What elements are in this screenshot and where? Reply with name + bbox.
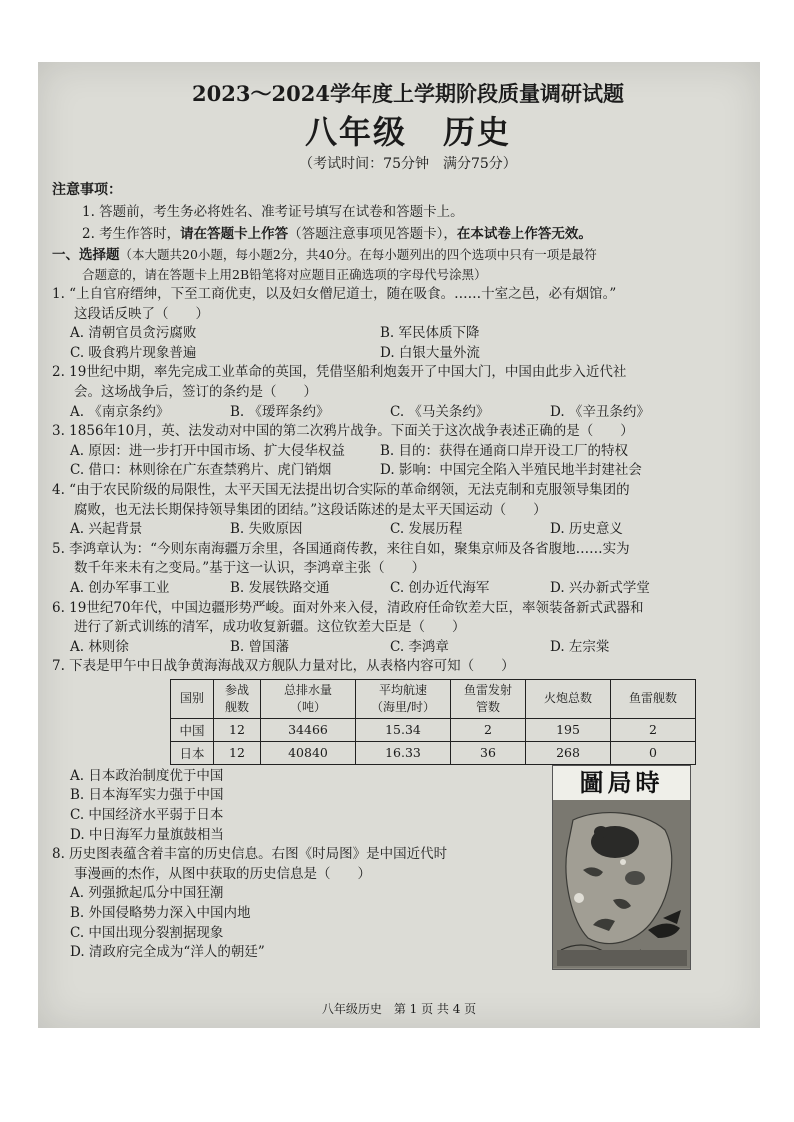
- table-header-speed: [356, 679, 451, 718]
- exam-paper: [38, 62, 760, 1028]
- section-desc: （本大题共20小题，每小题2分，共40分。在每小题列出的四个选项中只有一项是最符: [119, 247, 597, 262]
- question-2-stem: 2. 19世纪中期，率先完成工业革命的英国，凭借坚船利炮轰开了中国大门，中国由此步入近代社: [52, 364, 627, 381]
- question-5-option-c: C. 创办近代海军: [390, 579, 490, 596]
- question-5: [52, 540, 734, 579]
- question-2-stem-2: 会。这场战争后，签订的条约是（ ）: [74, 383, 317, 400]
- notice-item-2-b: 请在答题卡上作答: [180, 226, 289, 242]
- table-cell: 195: [526, 718, 611, 741]
- table-cell: 日本: [171, 741, 214, 764]
- table-header-guns: [526, 679, 611, 718]
- question-3-option-a: A. 原因：进一步打开中国市场、扩大侵华权益: [70, 442, 345, 459]
- question-7-stem: 7. 下表是甲午中日战争黄海海战双方舰队力量对比，从表格内容可知（ ）: [52, 658, 515, 675]
- question-3-stem: 3. 1856年10月，英、法发动对中国的第二次鸦片战争。下面关于这次战争表述正确的是（ ）: [52, 423, 634, 440]
- question-3-option-d: D. 影响：中国完全陷入半殖民地半封建社会: [380, 462, 642, 479]
- question-6: [52, 599, 734, 638]
- question-4-option-a: A. 兴起背景: [70, 521, 143, 538]
- shijutu-cartoon-image: [552, 765, 691, 970]
- question-6-stem-2: 进行了新式训练的清军，成功收复新疆。这位钦差大臣是（ ）: [74, 619, 466, 636]
- question-2-option-c: C. 《马关条约》: [390, 403, 490, 420]
- question-4-options: [52, 520, 734, 540]
- question-5-stem: 5. 李鸿章认为：“今则东南海疆万余里，各国通商传教，来往自如，聚集京师及各省腹地……实为: [52, 540, 630, 557]
- question-4-stem-2: 腐败，也无法长期保持领导集团的团结。”这段话陈述的是太平天国运动（ ）: [74, 501, 547, 518]
- question-2-option-b: B. 《瑷珲条约》: [230, 403, 330, 420]
- exam-info: （考试时间：75分钟 满分75分）: [299, 156, 517, 172]
- question-2-option-a: A. 《南京条约》: [70, 403, 170, 420]
- question-6-option-a: A. 林则徐: [70, 638, 129, 655]
- table-cell: 15.34: [356, 718, 451, 741]
- section-desc-2-line: [52, 265, 734, 285]
- cartoon-title: 圖局時: [553, 766, 690, 800]
- table-cell: 268: [526, 741, 611, 764]
- question-6-option-c: C. 李鸿章: [390, 638, 449, 655]
- table-header-torpedo-tubes: [451, 679, 526, 718]
- question-6-option-d: D. 左宗棠: [550, 638, 610, 655]
- table-cell: 12: [214, 741, 261, 764]
- question-3: [52, 422, 734, 442]
- question-7-option-c: C. 中国经济水平弱于日本: [70, 807, 224, 824]
- question-4: [52, 481, 734, 520]
- table-cell: 2: [611, 718, 696, 741]
- table-header-ships: [214, 679, 261, 718]
- question-2: [52, 363, 734, 402]
- question-2-option-d: D. 《辛丑条约》: [550, 403, 650, 420]
- page-footer: 八年级历史 第 1 页 共 4 页: [321, 1002, 477, 1016]
- question-3-options: [52, 442, 734, 481]
- question-1-option-d: D. 白银大量外流: [380, 344, 480, 361]
- question-5-stem-2: 数千年来未有之变局。”基于这一认识，李鸿章主张（ ）: [74, 560, 426, 577]
- notice-item-2-c: （答题注意事项见答题卡），: [288, 226, 457, 242]
- table-header-text: 平均航速: [378, 682, 427, 697]
- table-header-text: 鱼雷发射: [463, 682, 512, 697]
- question-8-option-c: C. 中国出现分裂割据现象: [70, 924, 224, 941]
- notice-item-2-a: 2. 考生作答时，: [82, 226, 181, 242]
- fleet-comparison-table: [170, 679, 696, 765]
- table-row: [171, 718, 696, 741]
- question-4-option-b: B. 失败原因: [230, 521, 303, 538]
- table-cell: 0: [611, 741, 696, 764]
- table-header-text: 参战: [224, 682, 249, 697]
- question-6-options: [52, 638, 734, 658]
- question-7-option-a: A. 日本政治制度优于中国: [70, 767, 224, 784]
- notice-item-2-d: 在本试卷上作答无效。: [456, 226, 592, 242]
- question-8-stem: 8. 历史图表蕴含着丰富的历史信息。右图《时局图》是中国近代时: [52, 846, 448, 863]
- table-header-row: [171, 679, 696, 718]
- table-cell: 36: [451, 741, 526, 764]
- table-header-displacement: [261, 679, 356, 718]
- table-header-text: （吨）: [289, 699, 326, 714]
- question-3-option-c: C. 借口：林则徐在广东查禁鸦片、虎门销烟: [70, 462, 332, 479]
- table-header-text: 总排水量: [283, 682, 332, 697]
- table-header-text: 鱼雷舰数: [628, 691, 677, 706]
- question-7: [52, 657, 734, 677]
- table-header-text: 管数: [475, 699, 500, 714]
- question-1-option-c: C. 吸食鸦片现象普遍: [70, 344, 197, 361]
- question-7-option-b: B. 日本海军实力强于中国: [70, 787, 224, 804]
- table-header-torpedo-boats: [611, 679, 696, 718]
- section-title: 一、选择题: [52, 247, 120, 263]
- table-cell: 40840: [261, 741, 356, 764]
- question-1-option-b: B. 军民体质下降: [380, 325, 480, 342]
- question-2-options: [52, 403, 734, 423]
- question-5-option-b: B. 发展铁路交通: [230, 579, 330, 596]
- table-cell: 2: [451, 718, 526, 741]
- exam-title: 2023～2024学年度上学期阶段质量调研试题: [192, 81, 624, 106]
- question-5-option-d: D. 兴办新式学堂: [550, 579, 650, 596]
- question-4-option-c: C. 发展历程: [390, 521, 463, 538]
- paper-content: [52, 78, 734, 963]
- table-cell: 16.33: [356, 741, 451, 764]
- question-5-option-a: A. 创办军事工业: [70, 579, 170, 596]
- question-8-option-a: A. 列强掀起瓜分中国狂潮: [70, 885, 224, 902]
- question-6-stem: 6. 19世纪70年代，中国边疆形势严峻。面对外来入侵，清政府任命钦差大臣，率领装备新式武器和: [52, 599, 644, 616]
- table-header-text: 国别: [179, 691, 204, 706]
- subject-label: 历史: [443, 113, 512, 151]
- question-8-option-b: B. 外国侵略势力深入中国内地: [70, 905, 251, 922]
- question-1-options: [52, 324, 734, 363]
- table-header-text: 舰数: [224, 699, 249, 714]
- question-5-options: [52, 579, 734, 599]
- table-cell: 34466: [261, 718, 356, 741]
- question-1: [52, 285, 734, 324]
- question-1-option-a: A. 清朝官员贪污腐败: [70, 325, 197, 342]
- table-header-country: [171, 679, 214, 718]
- question-8-option-d: D. 清政府完全成为“洋人的朝廷”: [70, 944, 265, 961]
- section-heading: [52, 245, 734, 265]
- section-desc-2: 合题意的，请在答题卡上用2B铅笔将对应题目正确选项的字母代号涂黑）: [82, 267, 487, 282]
- question-7-option-d: D. 中日海军力量旗鼓相当: [70, 826, 224, 843]
- notice-title: 注意事项：: [52, 182, 122, 198]
- cartoon-drawing: [553, 800, 690, 968]
- table-cell: 12: [214, 718, 261, 741]
- exam-subject: [82, 110, 734, 154]
- question-3-option-b: B. 目的：获得在通商口岸开设工厂的特权: [380, 442, 629, 459]
- question-6-option-b: B. 曾国藩: [230, 638, 290, 655]
- question-8-stem-2: 事漫画的杰作，从图中获取的历史信息是（ ）: [74, 865, 371, 882]
- question-1-stem-2: 这段话反映了（ ）: [74, 305, 209, 322]
- question-4-option-d: D. 历史意义: [550, 521, 623, 538]
- table-header-text: （海里/时）: [370, 699, 436, 714]
- grade-label: 八年级: [304, 113, 407, 151]
- notice-item-1: 1. 答题前，考生务必将姓名、准考证号填写在试卷和答题卡上。: [82, 204, 464, 220]
- table-cell: 中国: [171, 718, 214, 741]
- table-header-text: 火炮总数: [543, 691, 592, 706]
- question-1-stem: 1. “上自官府缙绅，下至工商优吏，以及妇女僧尼道士，随在吸食。……十室之邑，必有烟馆。”: [52, 286, 617, 302]
- table-row: [171, 741, 696, 764]
- notice-item-2: [82, 223, 734, 245]
- question-4-stem: 4. “由于农民阶级的局限性，太平天国无法提出切合实际的革命纲领，无法克制和克服领导集团的: [52, 481, 630, 498]
- question-7-8-block: [52, 767, 734, 963]
